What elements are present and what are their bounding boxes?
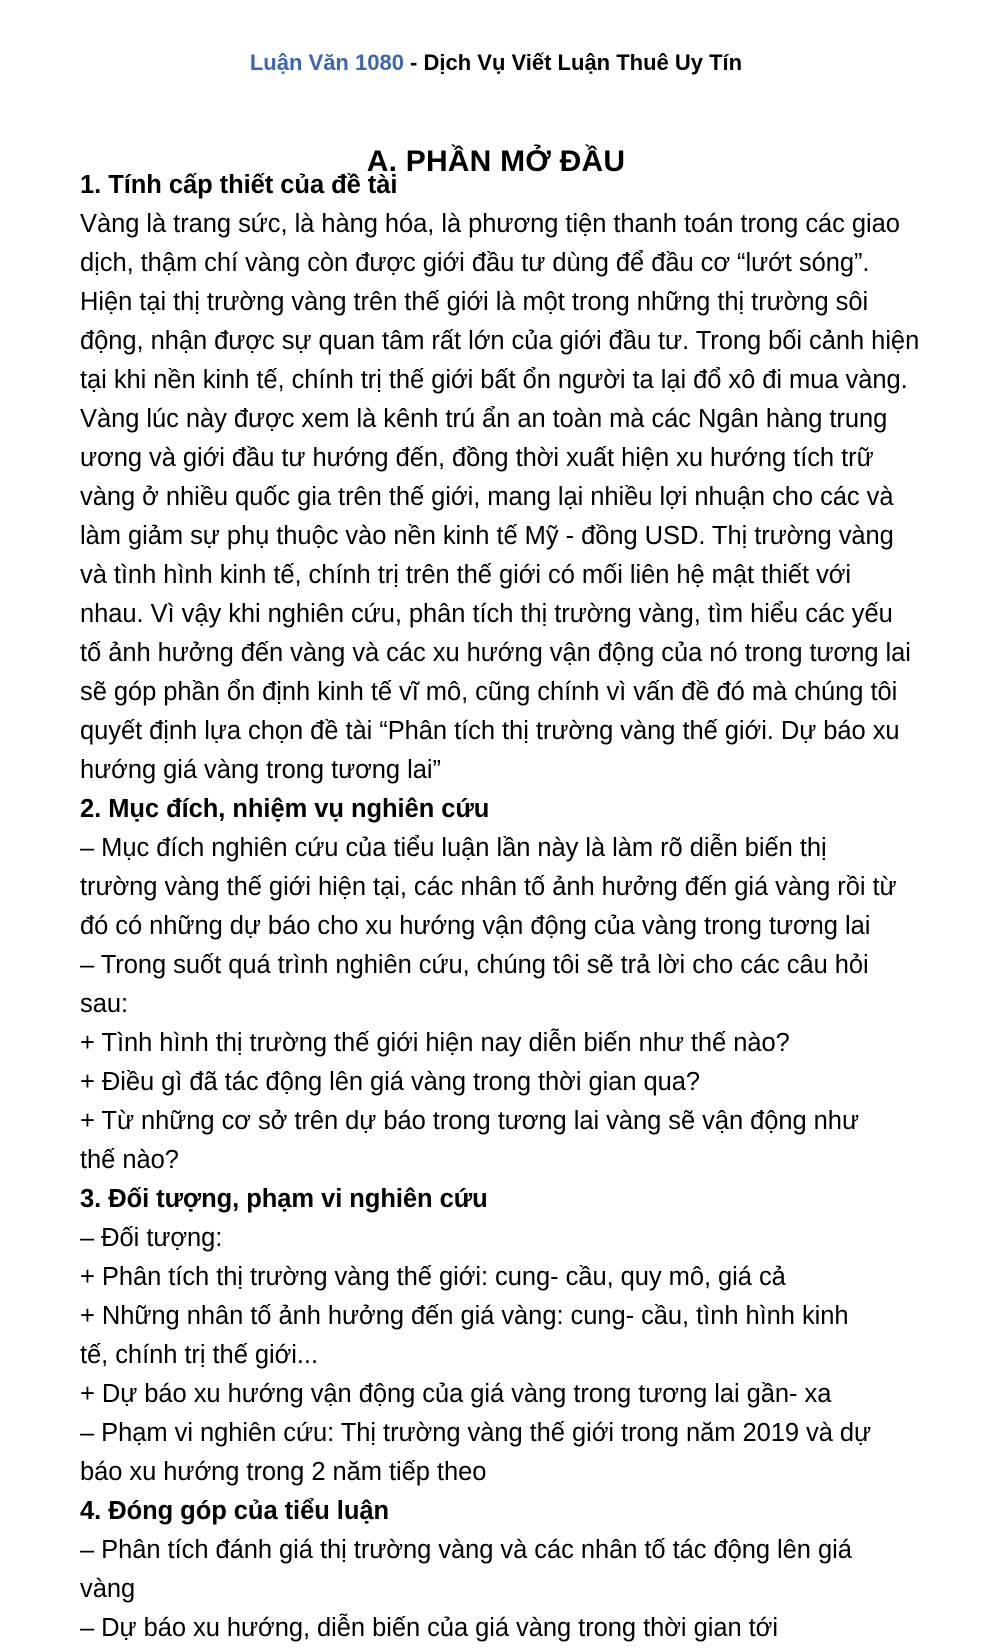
text-line: Hiện tại thị trường vàng trên thế giới là một trong những thị trường sôi	[80, 288, 869, 316]
page-title: A. PHẦN MỞ ĐẦU	[366, 145, 626, 179]
text-line: nhau. Vì vậy khi nghiên cứu, phân tích thị trường vàng, tìm hiểu các yếu	[80, 600, 893, 628]
section-3-bullet-3	[80, 1375, 892, 1414]
text-line: + Phân tích thị trường vàng thế giới: cung- cầu, quy mô, giá cả	[80, 1263, 786, 1291]
text-line: báo xu hướng trong 2 năm tiếp theo	[80, 1458, 487, 1486]
text-line: hướng giá vàng trong tương lai”	[80, 756, 441, 784]
text-line: – Đối tượng:	[80, 1224, 223, 1252]
text-line: – Trong suốt quá trình nghiên cứu, chúng tôi sẽ trả lời cho các câu hỏi	[80, 951, 869, 979]
text-line: + Từ những cơ sở trên dự báo trong tương lai vàng sẽ vận động như	[80, 1107, 859, 1135]
section-2-item-2	[80, 946, 892, 1024]
text-line: – Dự báo xu hướng, diễn biến của giá vàng trong thời gian tới	[80, 1614, 778, 1642]
text-line: động, nhận được sự quan tâm rất lớn của giới đầu tư. Trong bối cảnh hiện	[80, 327, 920, 355]
section-4-heading	[80, 1492, 892, 1531]
heading-line: 4. Đóng góp của tiểu luận	[80, 1497, 390, 1525]
text-line: + Dự báo xu hướng vận động của giá vàng trong tương lai gần- xa	[80, 1380, 832, 1408]
heading-line: 1. Tính cấp thiết của đề tài	[80, 171, 398, 199]
section-3-heading	[80, 1180, 892, 1219]
section-2-item-1	[80, 829, 897, 946]
text-line: – Mục đích nghiên cứu của tiểu luận lần này là làm rõ diễn biến thị	[80, 834, 827, 862]
section-4-item-2	[80, 1609, 892, 1648]
section-1-heading	[80, 166, 892, 205]
text-line: vàng	[80, 1575, 136, 1603]
text-line: sau:	[80, 990, 128, 1018]
text-line: ương và giới đầu tư hướng đến, đồng thời xuất hiện xu hướng tích trữ	[80, 444, 874, 472]
text-line: đó có những dự báo cho xu hướng vận động của vàng trong tương lai	[80, 912, 871, 940]
section-2-heading	[80, 790, 892, 829]
section-2-question-2	[80, 1063, 892, 1102]
brand-tagline: - Dịch Vụ Viết Luận Thuê Uy Tín	[403, 50, 743, 75]
section-3-bullet-2	[80, 1297, 892, 1375]
text-line: + Tình hình thị trường thế giới hiện nay diễn biến như thế nào?	[80, 1029, 790, 1057]
text-line: dịch, thậm chí vàng còn được giới đầu tư dùng để đầu cơ “lướt sóng”.	[80, 249, 870, 277]
text-line: vàng ở nhiều quốc gia trên thế giới, mang lại nhiều lợi nhuận cho các và	[80, 483, 894, 511]
section-2-question-1	[80, 1024, 892, 1063]
text-line: – Phân tích đánh giá thị trường vàng và các nhân tố tác động lên giá	[80, 1536, 852, 1564]
text-line: làm giảm sự phụ thuộc vào nền kinh tế Mỹ - đồng USD. Thị trường vàng	[80, 522, 894, 550]
text-line: sẽ góp phần ổn định kinh tế vĩ mô, cũng chính vì vấn đề đó mà chúng tôi	[80, 678, 898, 706]
section-3-item-1	[80, 1219, 892, 1258]
text-line: và tình hình kinh tế, chính trị trên thế giới có mối liên hệ mật thiết với	[80, 561, 852, 589]
text-line: – Phạm vi nghiên cứu: Thị trường vàng thế giới trong năm 2019 và dự	[80, 1419, 872, 1447]
text-line: + Điều gì đã tác động lên giá vàng trong thời gian qua?	[80, 1068, 701, 1096]
text-line: tế, chính trị thế giới...	[80, 1341, 318, 1369]
text-line: Vàng là trang sức, là hàng hóa, là phương tiện thanh toán trong các giao	[80, 210, 900, 238]
text-line: trường vàng thế giới hiện tại, các nhân tố ảnh hưởng đến giá vàng rồi từ	[80, 873, 897, 901]
text-line: thế nào?	[80, 1146, 179, 1174]
text-line: Vàng lúc này được xem là kênh trú ẩn an toàn mà các Ngân hàng trung	[80, 405, 888, 433]
text-line: quyết định lựa chọn đề tài “Phân tích thị trường vàng thế giới. Dự báo xu	[80, 717, 900, 745]
section-2-question-3	[80, 1102, 892, 1180]
section-3-item-2	[80, 1414, 892, 1492]
running-header	[0, 48, 992, 78]
heading-line: 3. Đối tượng, phạm vi nghiên cứu	[80, 1185, 488, 1213]
section-4-item-1	[80, 1531, 892, 1609]
document-body	[80, 166, 920, 1648]
brand-name: Luận Văn 1080	[249, 50, 404, 75]
section-1-paragraph	[80, 205, 920, 790]
text-line: + Những nhân tố ảnh hưởng đến giá vàng: cung- cầu, tình hình kinh	[80, 1302, 849, 1330]
text-line: tố ảnh hưởng đến vàng và các xu hướng vận động của nó trong tương lai	[80, 639, 911, 667]
heading-line: 2. Mục đích, nhiệm vụ nghiên cứu	[80, 795, 490, 823]
section-3-bullet-1	[80, 1258, 892, 1297]
text-line: tại khi nền kinh tế, chính trị thế giới bất ổn người ta lại đổ xô đi mua vàng.	[80, 366, 908, 394]
